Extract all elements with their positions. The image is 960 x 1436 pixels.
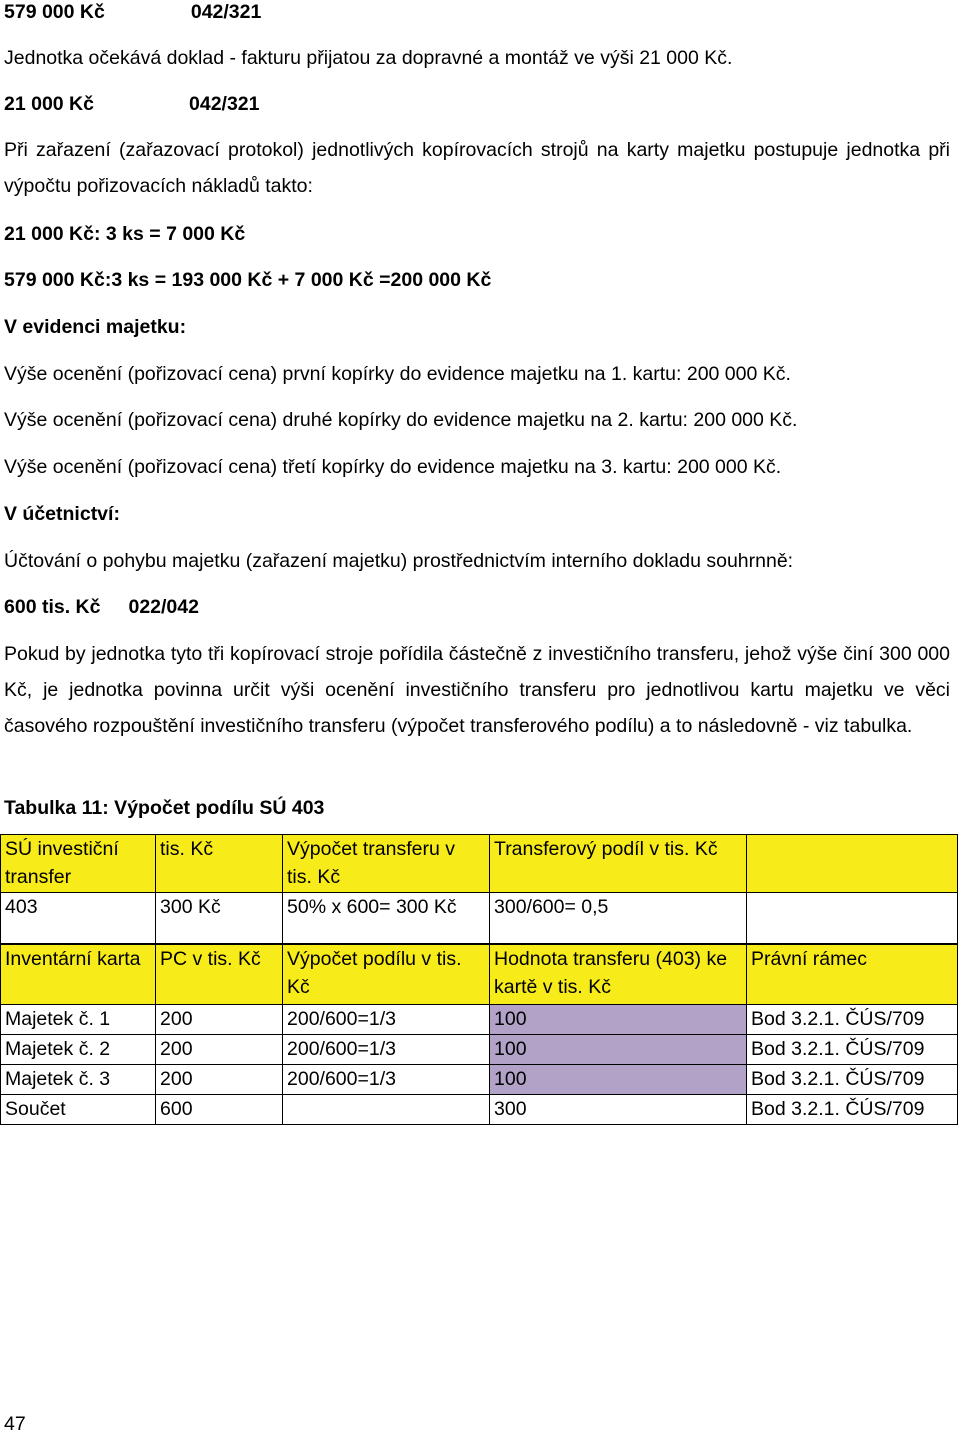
calculation-line-2: 579 000 Kč:3 ks = 193 000 Kč + 7 000 Kč =200 000 Kč (4, 269, 492, 291)
table-header-row (1, 945, 958, 1005)
page-number: 47 (4, 1413, 26, 1435)
table-cell: 600 (156, 1095, 283, 1125)
table-header-cell: Právní rámec (747, 945, 958, 1005)
entry-amount: 21 000 Kč (4, 93, 94, 115)
table-cell: Bod 3.2.1. ČÚS/709 (747, 1005, 958, 1035)
table-cell: 100 (490, 1035, 747, 1065)
table-cell: 100 (490, 1065, 747, 1095)
table-header-row (1, 835, 958, 893)
card-share-table (0, 944, 958, 1125)
entry-amount: 579 000 Kč (4, 1, 105, 23)
table-cell: 100 (490, 1005, 747, 1035)
table-cell: Majetek č. 2 (1, 1035, 156, 1065)
entry-line-2 (4, 92, 260, 116)
paragraph-transfer: Pokud by jednotka tyto tři kopírovací stroje pořídila částečně z investičního transferu, jehož výše činí 300 000 Kč, je jednotka povinna určit výši ocenění investičního transferu pro jednotlivou kartu majetku ve věci časového rozpouštění investičního transferu (výpočet transferového podílu) a to následovně - viz tabulka. (4, 643, 950, 737)
table-cell: 300/600= 0,5 (490, 893, 747, 944)
table-header-cell: Transferový podíl v tis. Kč (490, 835, 747, 893)
evidence-line-2: Výše ocenění (pořizovací cena) druhé kopírky do evidence majetku na 2. kartu: 200 000 Kč. (4, 409, 798, 431)
table-cell: Bod 3.2.1. ČÚS/709 (747, 1065, 958, 1095)
paragraph-classification: Při zařazení (zařazovací protokol) jednotlivých kopírovacích strojů na karty majetku postupuje jednotka při výpočtu pořizovacích nákladů takto: (4, 139, 950, 197)
table-row (1, 1005, 958, 1035)
table-header-cell: tis. Kč (156, 835, 283, 893)
entry-amount: 600 tis. Kč (4, 596, 101, 618)
table-cell: 200 (156, 1005, 283, 1035)
table-cell (747, 893, 958, 944)
table-cell: Bod 3.2.1. ČÚS/709 (747, 1095, 958, 1125)
table-cell: 403 (1, 893, 156, 944)
table-caption: Tabulka 11: Výpočet podílu SÚ 403 (4, 797, 325, 819)
table-cell: 200/600=1/3 (283, 1035, 490, 1065)
table-header-cell: PC v tis. Kč (156, 945, 283, 1005)
table-row (1, 893, 958, 944)
entry-account: 022/042 (128, 596, 199, 618)
entry-line-1 (4, 0, 261, 24)
entry-account: 042/321 (189, 93, 260, 115)
table-row (1, 1065, 958, 1095)
table-header-cell: SÚ investiční transfer (1, 835, 156, 893)
table-header-cell: Inventární karta (1, 945, 156, 1005)
evidence-line-1: Výše ocenění (pořizovací cena) první kopírky do evidence majetku na 1. kartu: 200 000 Kč. (4, 363, 791, 385)
table-header-cell: Hodnota transferu (403) ke kartě v tis. Kč (490, 945, 747, 1005)
table-cell: Majetek č. 3 (1, 1065, 156, 1095)
evidence-line-3: Výše ocenění (pořizovací cena) třetí kopírky do evidence majetku na 3. kartu: 200 000 Kč. (4, 456, 782, 478)
accounting-line: Účtování o pohybu majetku (zařazení majetku) prostřednictvím interního dokladu souhrnně: (4, 550, 794, 572)
table-header-cell: Výpočet podílu v tis. Kč (283, 945, 490, 1005)
calculation-line-1: 21 000 Kč: 3 ks = 7 000 Kč (4, 223, 246, 245)
table-cell: 200/600=1/3 (283, 1005, 490, 1035)
table-cell: 200/600=1/3 (283, 1065, 490, 1095)
table-row (1, 1095, 958, 1125)
table-cell: 50% x 600= 300 Kč (283, 893, 490, 944)
table-cell (283, 1095, 490, 1125)
heading-evidence: V evidenci majetku: (4, 316, 187, 338)
heading-accounting: V účetnictví: (4, 503, 120, 525)
entry-account: 042/321 (190, 1, 262, 23)
table-cell: 300 (490, 1095, 747, 1125)
paragraph-invoice: Jednotka očekává doklad - fakturu přijatou za dopravné a montáž ve výši 21 000 Kč. (4, 47, 733, 69)
table-cell: Součet (1, 1095, 156, 1125)
table-cell: 200 (156, 1035, 283, 1065)
transfer-table (0, 834, 958, 944)
accounting-entry (4, 595, 199, 619)
table-cell (747, 835, 958, 893)
table-cell: Majetek č. 1 (1, 1005, 156, 1035)
table-cell: 200 (156, 1065, 283, 1095)
table-row (1, 1035, 958, 1065)
table-cell: Bod 3.2.1. ČÚS/709 (747, 1035, 958, 1065)
table-header-cell: Výpočet transferu v tis. Kč (283, 835, 490, 893)
table-cell: 300 Kč (156, 893, 283, 944)
